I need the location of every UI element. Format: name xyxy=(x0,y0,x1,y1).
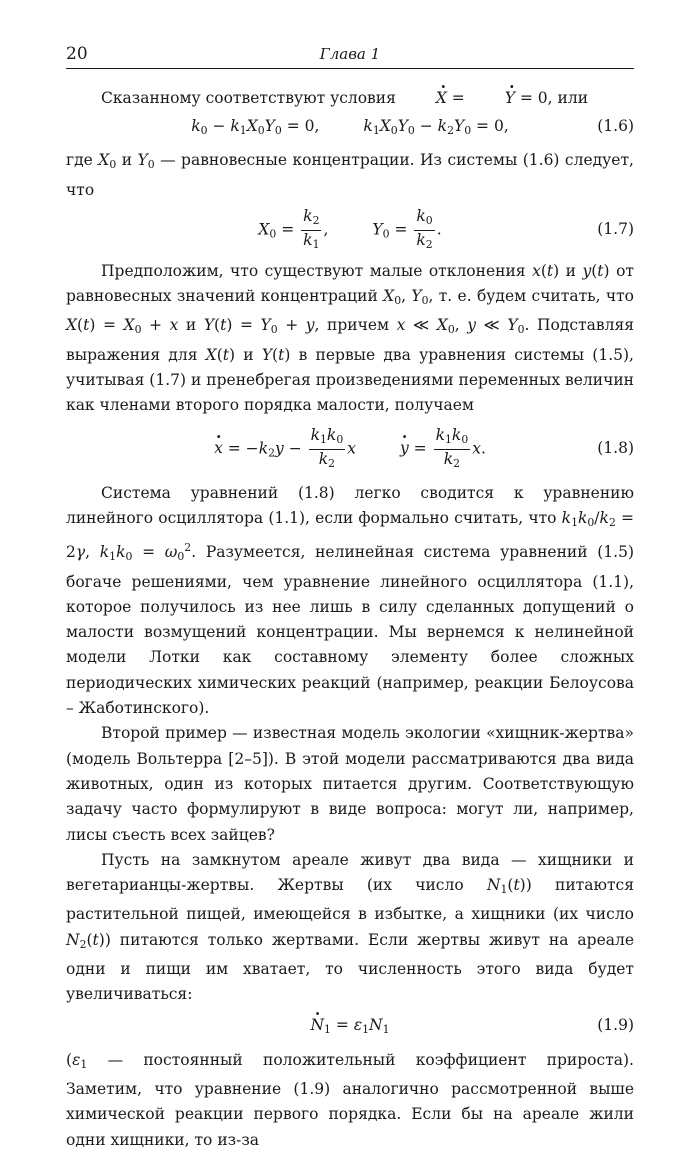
equation-number: (1.7) xyxy=(597,219,634,238)
equation-1-7 xyxy=(66,203,634,259)
equation-body: $k_0 - k_1X_0Y_0 = 0$, $k_1X_0Y_0 - k_2Y_0 = 0$, xyxy=(191,117,509,138)
equation-number: (1.8) xyxy=(597,438,634,457)
equation-1-8 xyxy=(66,419,634,481)
inline-formula: X · = Y · xyxy=(401,89,515,107)
chapter-title: Глава 1 xyxy=(319,45,381,63)
equation-body: $X_0$ = $\frac{k_2}{k_1}$ , $Y_0$ = $\frac{k_0}{k_2}$ . xyxy=(258,206,442,251)
paragraph-3: Предположим, что существуют малые отклонения x(t) и y(t) от равновесных значений концентраций $X_0$, $Y_0$, т. е. будем считать, что $X(t) = X_0 + x$ и $Y(t) = Y_0 + y$, причем x ≪ $X_0$, y ≪ $Y_0$. Подставляя выражения для X(t) и Y(t) в первые два уравнения системы (1.5), учитывая (1.7) и пренебрегая произведениями переменных величин как членами второго порядка малости, получаем xyxy=(66,261,635,415)
page-number: 20 xyxy=(66,44,88,64)
paragraph-6: Пусть на замкнутом ареале живут два вида — хищники и вегетарианцы-жертвы. Жертвы (их число $N_1(t)$) питаются растительной пищей, имеющейся в избытке, а хищники (их число $N_2(t)$) питаются только жертвами. Если жертвы живут на ареале одни и пищи им хватает, то численность этого вида будет увеличиваться: xyxy=(66,850,635,1004)
paragraph-7: ($\varepsilon_1$ — постоянный положительный коэффициент прироста). Заметим, что уравнение (1.9) аналогично рассмотренной выше химической реакции первого порядка. Если бы на ареале жили одни хищники, то из-за xyxy=(66,1050,634,1149)
page-header xyxy=(66,44,634,68)
equation-body: x · = $-k_2y$ − $\frac{k_1k_0}{k_2}$ x y · = $\frac{k_1k_0}{k_2}$ x. xyxy=(66,426,634,473)
equation-body: $N \cdot_1 = \varepsilon_1N_1$ xyxy=(66,1013,634,1042)
equation-1-6 xyxy=(66,111,634,148)
equation-1-9 xyxy=(66,1008,634,1048)
equation-number: (1.9) xyxy=(597,1015,634,1034)
paragraph-1: Сказанному соответствуют условия X · = Y · = 0, или xyxy=(66,86,634,111)
paragraph-4: Система уравнений (1.8) легко сводится к уравнению линейного осциллятора (1.1), если формально считать, что $k_1k_0/k_2 = 2\gamma$, $k_1k_0 = \omega_0^2$. Разумеется, нелинейная система уравнений (1.5) богаче решениями, чем уравнение линейного осциллятора (1.1), которое получилось из нее лишь в силу сделанных допущений о малости возмущений концентрации. Мы вернемся к нелинейной модели Лотки как составному элементу более сложных периодических химических реакций (например, реакции Белоусова – Жаботинского). xyxy=(66,483,635,718)
paragraph-2: где $X_0$ и $Y_0$ — равновесные концентрации. Из системы (1.6) следует, что xyxy=(66,151,634,199)
page-body xyxy=(66,86,634,1153)
header-rule xyxy=(66,68,634,69)
equation-number: (1.6) xyxy=(597,117,634,136)
paragraph-5: Второй пример — известная модель экологии «хищник-жертва» (модель Вольтерра [2–5]). В этой модели рассматриваются два вида животных, один из которых питается другим. Соответствующую задачу часто формулируют в виде вопроса: могут ли, например, лисы съесть всех зайцев? xyxy=(66,724,634,844)
